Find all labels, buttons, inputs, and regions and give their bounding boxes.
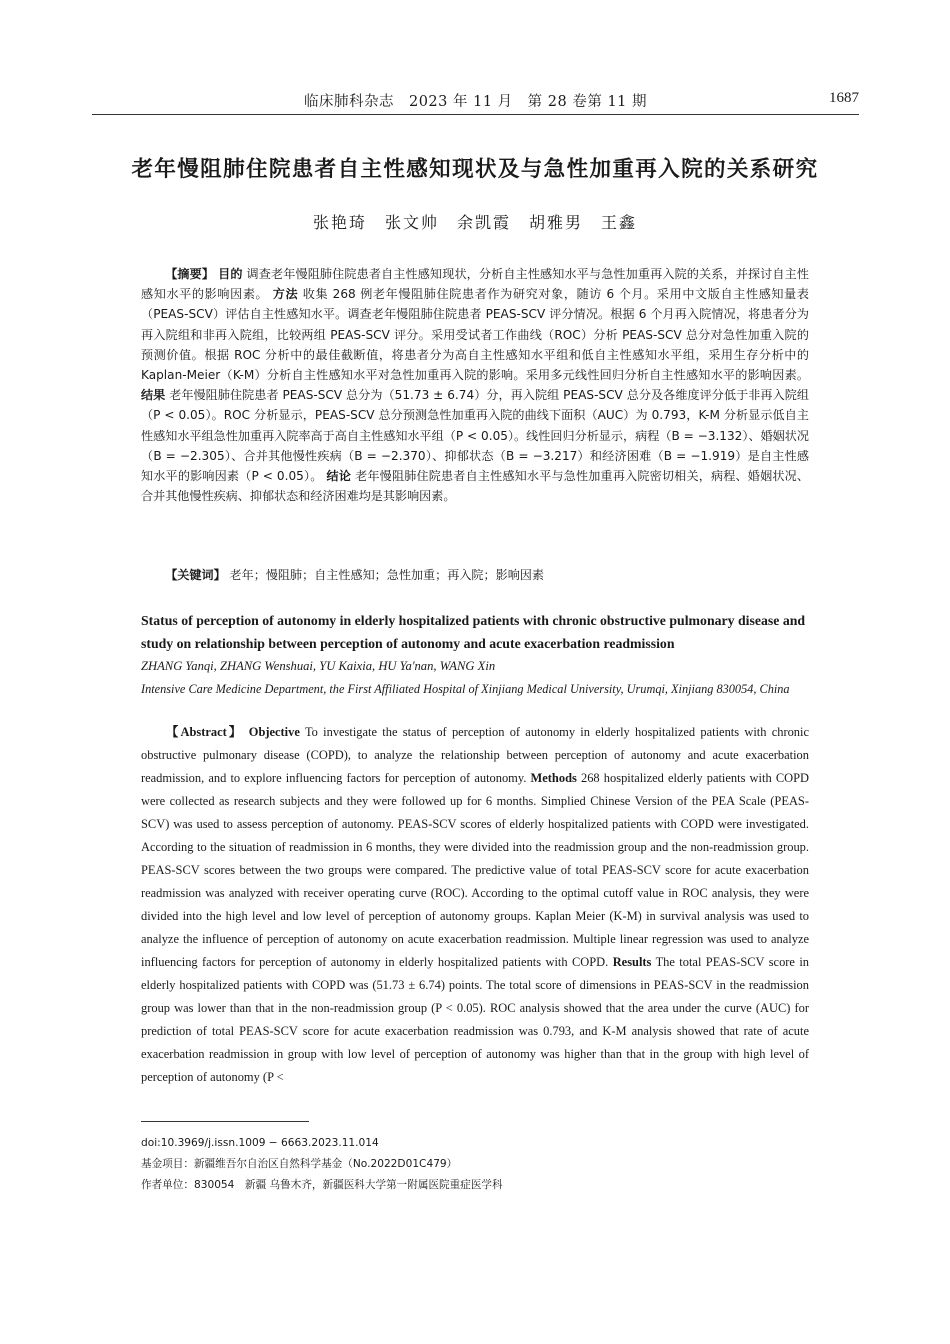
conclusion-text-cn: 老年慢阻肺住院患者自主性感知水平与急性加重再入院密切相关，病程、婚姻状况、合并其他慢性疾病、抑郁状态和经济困难均是其影响因素。 xyxy=(141,469,809,504)
results-text-en: The total PEAS-SCV score in elderly hospitalized patients with COPD was (51.73 ± 6.74) points. The total score of dimensions in PEAS-SCV in the readmission group was lower than that in the non-readmission group (P < 0.05). ROC analysis showed that the area under the curve (AUC) for prediction of total PEAS-SCV score for acute exacerbation readmission was 0.793, and K-M analysis showed that rate of acute exacerbation readmission in group with low level of perception of autonomy was higher than that in the group with high level of perception of autonomy (P < xyxy=(141,955,810,1084)
objective-label-en: Objective xyxy=(248,725,300,739)
methods-text-en: 268 hospitalized elderly patients with COPD were collected as research subjects and they were followed up for 6 months. Simplied Chinese Version of the PEA Scale (PEAS-SCV) was used to assess perception of autonomy. PEAS-SCV scores of elderly hospitalized patients with COPD were investigated. According to the situation of readmission in 6 months, they were divided into the readmission group and the non-readmission group. PEAS-SCV scores between the two groups were compared. The predictive value of total PEAS-SCV score for acute exacerbation readmission was analyzed with receiver operating curve (ROC). According to the optimal cutoff value in ROC analysis, they were divided into the high level and low level of perception of autonomy groups. Kaplan Meier (K-M) in survival analysis was used to analyze the influence of perception of autonomy on acute exacerbation readmission. Multiple linear regression was used to analyze influencing factors for perception of autonomy in elderly hospitalized patients with COPD. xyxy=(141,771,809,969)
keywords-cn xyxy=(141,565,809,585)
results-label-cn: 结果 xyxy=(141,388,166,403)
keywords-text-cn: 老年；慢阻肺；自主性感知；急性加重；再入院；影响因素 xyxy=(229,568,544,582)
abstract-en xyxy=(141,721,809,1089)
doi-footnote: doi:10.3969/j.issn.1009 − 6663.2023.11.014 xyxy=(141,1137,379,1149)
author-list-cn: 张艳琦 张文帅 余凯霞 胡雅男 王鑫 xyxy=(312,213,637,232)
footnotes xyxy=(141,1133,809,1196)
abstract-en-label: 【Abstract】 xyxy=(165,725,244,739)
abstract-cn xyxy=(141,264,809,506)
journal-info: 临床肺科杂志 2023 年 11 月 第 28 卷第 11 期 xyxy=(303,94,648,110)
affiliation-en: Intensive Care Medicine Department, the First Affiliated Hospital of Xinjiang Medical University, Urumqi, Xinjiang 830054, China xyxy=(141,682,790,696)
objective-label-cn: 目的 xyxy=(218,267,243,281)
methods-label-cn: 方法 xyxy=(272,287,299,302)
conclusion-label-cn: 结论 xyxy=(326,469,352,484)
author-unit-footnote: 作者单位：830054 新疆 乌鲁木齐，新疆医科大学第一附属医院重症医学科 xyxy=(141,1179,503,1191)
objective-text-cn: 调查老年慢阻肺住院患者自主性感知现状，分析自主性感知水平与急性加重再入院的关系，并探讨自主性感知水平的影响因素。 xyxy=(141,267,809,302)
keywords-label-cn: 【关键词】 xyxy=(165,568,226,582)
results-label-en: Results xyxy=(612,955,652,969)
footnote-divider xyxy=(141,1121,309,1122)
page-number: 1687 xyxy=(829,90,859,106)
methods-label-en: Methods xyxy=(530,771,577,785)
results-text-cn: 老年慢阻肺住院患者 PEAS-SCV 总分为（51.73 ± 6.74）分，再入院组 PEAS-SCV 总分及各维度评分低于非再入院组（P < 0.05）。ROC 分析显示，PEAS-SCV 总分预测急性加重再入院的曲线下面积（AUC）为 0.793，K-M 分析显示低自主性感知水平组急性加重再入院率高于高自主性感知水平组（P < 0.05）。线性回归分析显示，病程（B = −3.132）、婚姻状况（B = −2.305）、合并其他慢性疾病（B = −2.370）、抑郁状态（B = −3.217）和经济困难（B = −1.919）是自主性感知水平的影响因素（P < 0.05）。 xyxy=(141,388,809,484)
objective-text-en: To investigate the status of perception of autonomy in elderly hospitalized patients with chronic obstructive pulmonary disease (COPD), to analyze the relationship between perception of autonomy and acute exacerbation readmission, and to explore influencing factors for perception of autonomy. xyxy=(141,725,810,785)
abstract-cn-label: 【摘要】 xyxy=(165,267,215,281)
funding-footnote: 基金项目：新疆维吾尔自治区自然科学基金（No.2022D01C479） xyxy=(141,1158,458,1170)
methods-text-cn: 收集 268 例老年慢阻肺住院患者作为研究对象，随访 6 个月。采用中文版自主性感知量表（PEAS-SCV）评估自主性感知水平。调查老年慢阻肺住院患者 PEAS-SCV 评分情况。根据 6 个月再入院情况，将患者分为再入院组和非再入院组，比较两组 PEAS-SCV 评分。采用受试者工作曲线（ROC）分析 PEAS-SCV 总分对急性加重入院的预测价值。根据 ROC 分析中的最佳截断值，将患者分为高自主性感知水平组和低自主性感知水平组，采用生存分析中的 Kaplan-Meier（K-M）分析自主性感知水平对急性加重再入院的影响。采用多元线性回归分析自主性感知水平的影响因素。 xyxy=(141,287,809,383)
author-list-en: ZHANG Yanqi, ZHANG Wenshuai, YU Kaixia, HU Ya'nan, WANG Xin xyxy=(141,659,496,673)
article-title-cn: 老年慢阻肺住院患者自主性感知现状及与急性加重再入院的关系研究 xyxy=(131,157,819,182)
running-header xyxy=(92,88,859,115)
article-title-en: Status of perception of autonomy in elderly hospitalized patients with chronic obstructive pulmonary disease and study on relationship between perception of autonomy and acute exacerbation readmission xyxy=(141,613,806,651)
